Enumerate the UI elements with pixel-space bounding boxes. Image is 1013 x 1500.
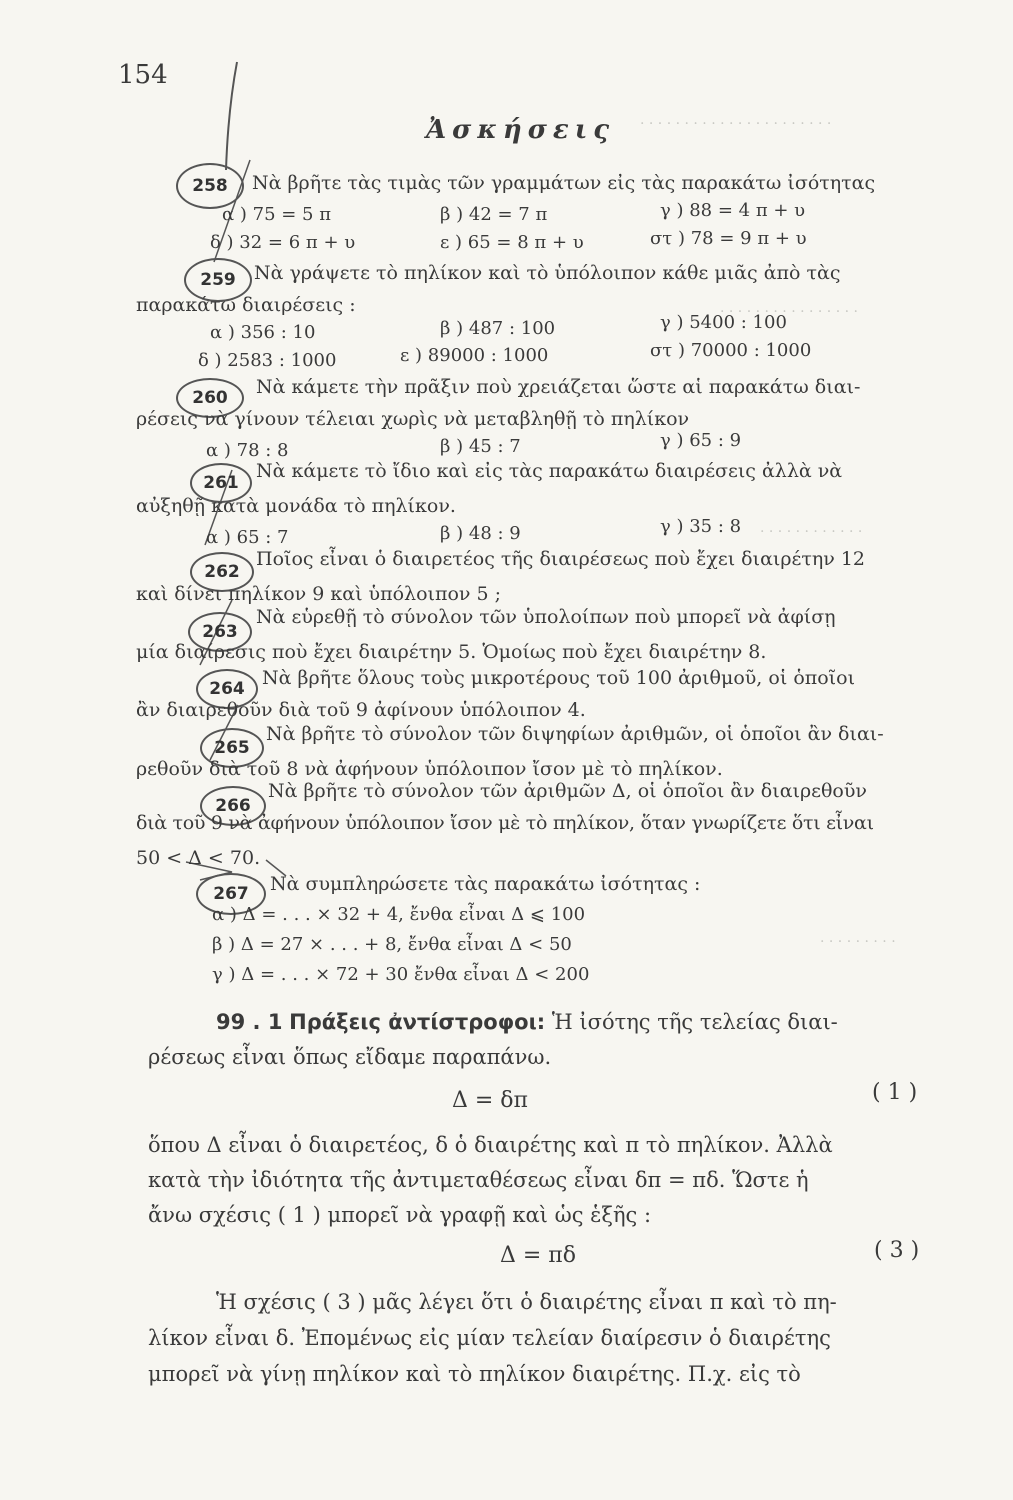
exercise-number-258: 258 — [176, 163, 244, 209]
exercise-263-text-2: μία διαίρεσις ποὺ ἔχει διαιρέτην 5. Ὁμοίως ποὺ ἔχει διαιρέτην 8. — [136, 641, 767, 663]
exercise-258-text: Νὰ βρῆτε τὰς τιμὰς τῶν γραμμάτων εἰς τὰς παρακάτω ἰσότητας — [252, 172, 876, 194]
exercise-258-item-b: β ) 42 = 7 π — [440, 204, 548, 225]
formula-2: Δ = πδ — [500, 1243, 577, 1268]
page-title: Ἀσκήσεις — [426, 115, 616, 145]
exercise-266-text-2: διὰ τοῦ 9 νὰ ἀφήνουν ὑπόλοιπον ἴσον μὲ τὸ πηλίκον, ὅταν γνωρίζετε ὅτι εἶναι — [136, 812, 874, 834]
exercise-261-item-c: γ ) 35 : 8 — [660, 516, 742, 537]
section-line-7: λίκον εἶναι δ. Ἐπομένως εἰς μίαν τελείαν διαίρεσιν ὁ διαιρέτης — [148, 1326, 831, 1350]
exercise-259-item-e: ε ) 89000 : 1000 — [400, 345, 549, 366]
exercise-number-267: 267 — [196, 873, 266, 915]
page-number: 154 — [118, 60, 168, 90]
exercise-258-item-f: στ ) 78 = 9 π + υ — [650, 228, 807, 249]
exercise-number-266: 266 — [200, 786, 266, 826]
exercise-259-text-1: Νὰ γράψετε τὸ πηλίκον καὶ τὸ ὑπόλοιπον κάθε μιᾶς ἀπὸ τὰς — [254, 262, 841, 284]
exercise-number-262: 262 — [190, 552, 254, 592]
exercise-262-text-2: καὶ δίνει πηλίκον 9 καὶ ὑπόλοιπον 5 ; — [136, 583, 502, 605]
section-title: Πράξεις ἀντίστροφοι: — [289, 1010, 546, 1034]
exercise-258-item-e: ε ) 65 = 8 π + υ — [440, 232, 584, 253]
formula-1: Δ = δπ — [452, 1088, 529, 1113]
exercise-number-263: 263 — [188, 612, 252, 652]
exercise-265-text-2: ρεθοῦν διὰ τοῦ 8 νὰ ἀφήνουν ὑπόλοιπον ἴσον μὲ τὸ πηλίκον. — [136, 758, 723, 780]
exercise-number-265: 265 — [200, 728, 264, 768]
exercise-264-text-1: Νὰ βρῆτε ὅλους τοὺς μικροτέρους τοῦ 100 ἀριθμοῦ, οἱ ὁποῖοι — [262, 667, 856, 689]
exercise-267-item-c: γ ) Δ = . . . × 72 + 30 ἔνθα εἶναι Δ < 200 — [212, 964, 590, 985]
section-heading-line — [216, 1010, 838, 1034]
exercise-260-item-c: γ ) 65 : 9 — [660, 430, 742, 451]
exercise-259-item-f: στ ) 70000 : 1000 — [650, 340, 812, 361]
section-line-3: ὅπου Δ εἶναι ὁ διαιρετέος, δ ὁ διαιρέτης καὶ π τὸ πηλίκον. Ἀλλὰ — [148, 1133, 833, 1157]
exercise-258-item-d: δ ) 32 = 6 π + υ — [210, 232, 356, 253]
exercise-264-text-2: ἂν διαιρεθοῦν διὰ τοῦ 9 ἀφίνουν ὑπόλοιπον 4. — [136, 699, 586, 721]
exercise-number-259: 259 — [184, 258, 252, 302]
exercise-259-item-c: γ ) 5400 : 100 — [660, 312, 787, 333]
exercise-263-text-1: Νὰ εὑρεθῇ τὸ σύνολον τῶν ὑπολοίπων ποὺ μπορεῖ νὰ ἀφίσῃ — [256, 606, 836, 628]
exercise-267-item-a: α ) Δ = . . . × 32 + 4, ἔνθα εἶναι Δ ⩽ 100 — [212, 904, 586, 925]
exercise-265-text-1: Νὰ βρῆτε τὸ σύνολον τῶν διψηφίων ἀριθμῶν, οἱ ὁποῖοι ἂν διαι- — [266, 723, 884, 745]
section-line-5: ἄνω σχέσις ( 1 ) μπορεῖ νὰ γραφῇ καὶ ὡς ἑξῆς : — [148, 1203, 652, 1227]
exercise-258-item-c: γ ) 88 = 4 π + υ — [660, 200, 806, 221]
exercise-259-item-b: β ) 487 : 100 — [440, 318, 556, 339]
exercise-259-text-2: παρακάτω διαιρέσεις : — [136, 294, 356, 316]
section-number: 99 . 1 — [216, 1010, 283, 1034]
section-line-6: Ἡ σχέσις ( 3 ) μᾶς λέγει ὅτι ὁ διαιρέτης εἶναι π καὶ τὸ πη- — [216, 1290, 837, 1314]
section-line-2: ρέσεως εἶναι ὅπως εἴδαμε παραπάνω. — [148, 1045, 552, 1069]
section-line-1-rest: Ἡ ἰσότης τῆς τελείας διαι- — [551, 1010, 838, 1034]
exercise-266-text-1: Νὰ βρῆτε τὸ σύνολον τῶν ἀριθμῶν Δ, οἱ ὁποῖοι ἂν διαιρεθοῦν — [268, 780, 867, 802]
exercise-260-text-2: ρέσεις νὰ γίνουν τέλειαι χωρὶς νὰ μεταβληθῇ τὸ πηλίκον — [136, 408, 690, 430]
exercise-259-item-d: δ ) 2583 : 1000 — [198, 350, 337, 371]
exercise-260-item-b: β ) 45 : 7 — [440, 436, 521, 457]
exercise-260-item-a: α ) 78 : 8 — [206, 440, 289, 461]
section-line-8: μπορεῖ νὰ γίνῃ πηλίκον καὶ τὸ πηλίκον διαιρέτης. Π.χ. εἰς τὸ — [148, 1362, 801, 1386]
exercise-260-text-1: Νὰ κάμετε τὴν πρᾶξιν ποὺ χρειάζεται ὥστε αἱ παρακάτω διαι- — [256, 376, 861, 398]
exercise-number-260: 260 — [176, 378, 244, 418]
exercise-267-text: Νὰ συμπληρώσετε τὰς παρακάτω ἰσότητας : — [270, 873, 701, 895]
exercise-259-item-a: α ) 356 : 10 — [210, 322, 316, 343]
exercise-258-item-a: α ) 75 = 5 π — [222, 204, 332, 225]
exercise-266-text-3: 50 < Δ < 70. — [136, 847, 261, 869]
exercise-261-item-b: β ) 48 : 9 — [440, 523, 521, 544]
section-line-4: κατὰ τὴν ἰδιότητα τῆς ἀντιμεταθέσεως εἶναι δπ = πδ. Ὥστε ἡ — [148, 1168, 809, 1192]
exercise-261-item-a: α ) 65 : 7 — [206, 527, 289, 548]
exercise-number-264: 264 — [196, 669, 258, 709]
equation-number-3: ( 3 ) — [874, 1238, 920, 1263]
exercise-261-text-2: αὐξηθῇ κατὰ μονάδα τὸ πηλίκον. — [136, 495, 456, 517]
exercise-261-text-1: Νὰ κάμετε τὸ ἴδιο καὶ εἰς τὰς παρακάτω διαιρέσεις ἀλλὰ νὰ — [256, 460, 843, 482]
exercise-267-item-b: β ) Δ = 27 × . . . + 8, ἔνθα εἶναι Δ < 50 — [212, 934, 572, 955]
equation-number-1: ( 1 ) — [872, 1080, 918, 1105]
exercise-number-261: 261 — [190, 463, 252, 503]
exercise-262-text-1: Ποῖος εἶναι ὁ διαιρετέος τῆς διαιρέσεως ποὺ ἔχει διαιρέτην 12 — [256, 548, 866, 570]
